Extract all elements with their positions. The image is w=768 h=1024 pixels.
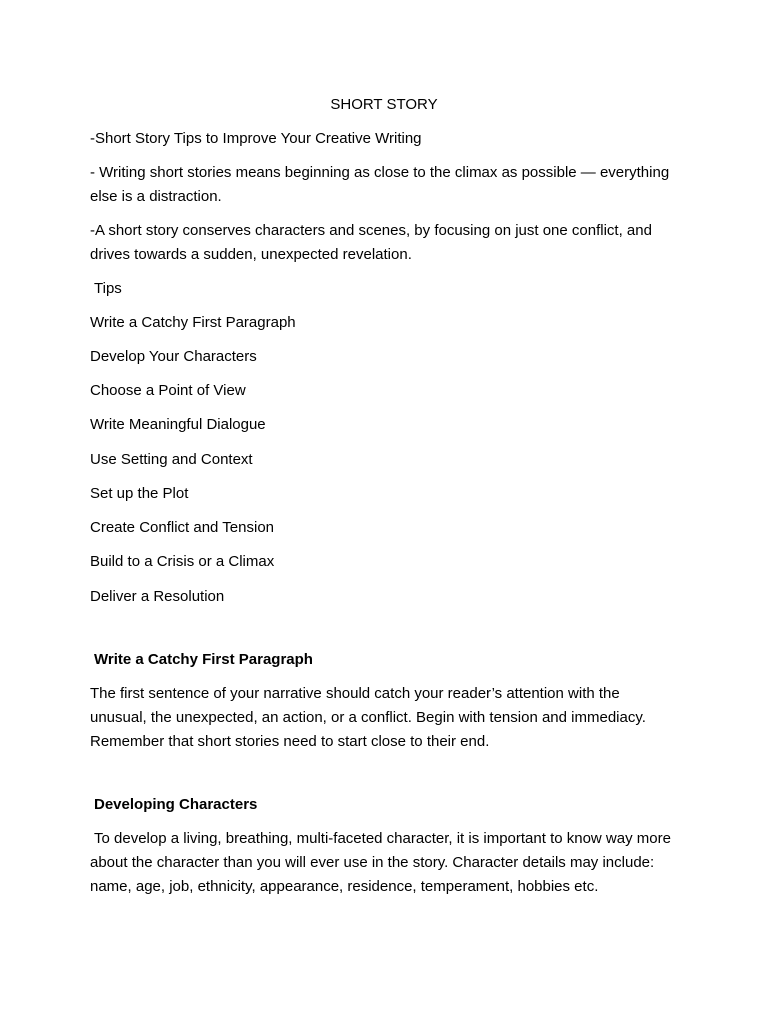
intro-paragraph-3: -A short story conserves characters and scenes, by focusing on just one conflict, and drives towards a sudden, unexpected revelation.	[90, 222, 652, 263]
tip-item: Choose a Point of View	[90, 382, 246, 399]
tip-item: Write a Catchy First Paragraph	[90, 314, 296, 331]
tip-item: Write Meaningful Dialogue	[90, 416, 266, 433]
tip-item: Build to a Crisis or a Climax	[90, 553, 275, 570]
tip-item: Set up the Plot	[90, 485, 189, 502]
section-body-first-paragraph: The first sentence of your narrative should catch your reader’s attention with the unusual, the unexpected, an action, or a conflict. Begin with tension and immediacy. Remember that short stories need to start close to their end.	[90, 685, 646, 750]
intro-paragraph-1: -Short Story Tips to Improve Your Creative Writing	[90, 130, 422, 147]
intro-paragraph-2: - Writing short stories means beginning as close to the climax as possible — everything else is a distraction.	[90, 164, 670, 205]
section-body-developing-characters: To develop a living, breathing, multi-faceted character, it is important to know way more about the character than you will ever use in the story. Character details may include: name, age, job, ethnicity, appearance, residence, temperament, hobbies etc.	[90, 830, 671, 895]
tip-item: Use Setting and Context	[90, 451, 253, 468]
tip-item: Create Conflict and Tension	[90, 519, 274, 536]
tips-label: Tips	[94, 280, 122, 297]
section-heading-first-paragraph: Write a Catchy First Paragraph	[94, 651, 313, 668]
document-title: SHORT STORY	[330, 96, 438, 113]
section-heading-developing-characters: Developing Characters	[94, 796, 258, 813]
tip-item: Deliver a Resolution	[90, 588, 225, 605]
tip-item: Develop Your Characters	[90, 348, 257, 365]
